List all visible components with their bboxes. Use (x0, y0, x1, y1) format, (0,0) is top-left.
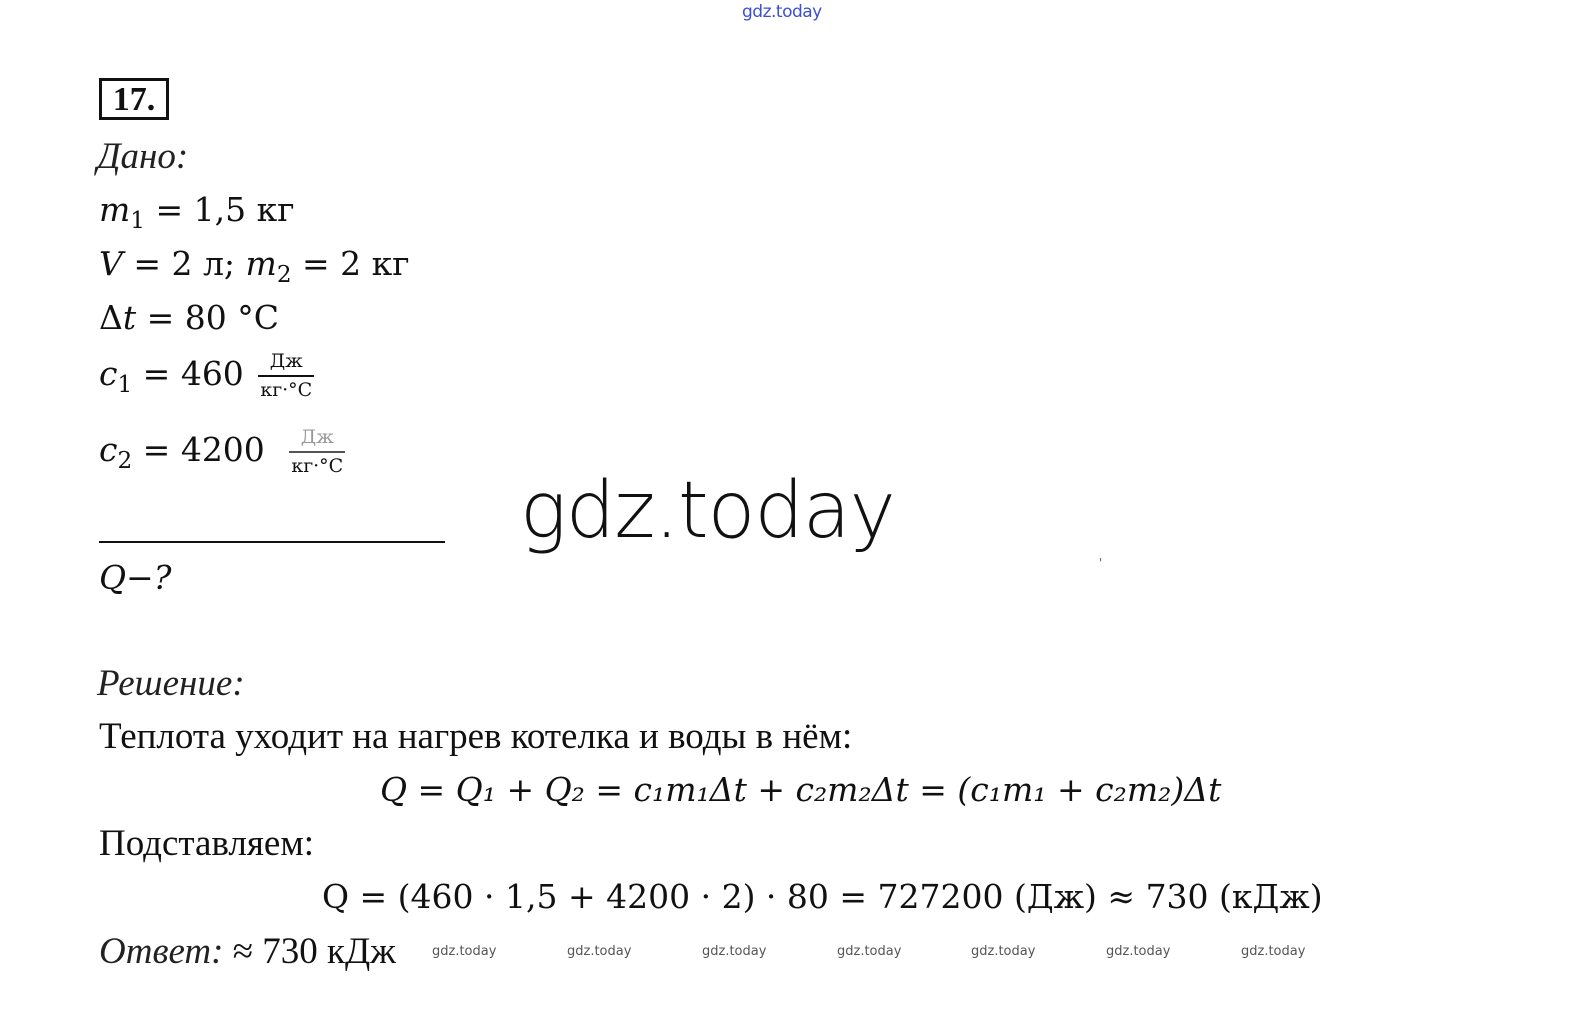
find-quantity: Q−? (99, 558, 172, 597)
given-c1: $c_1 = 460$ $\frac{Дж}{кг\cdot^\circ C}$ (99, 350, 313, 401)
given-volume-m2: V = 2 л; $m_2 = 2$ кг (99, 244, 410, 288)
solution-heading: Решение: (97, 663, 245, 704)
solution-text-2: Подставляем: (99, 823, 315, 864)
answer-line (99, 930, 396, 973)
watermark-small: gdz.today (1106, 944, 1171, 959)
given-delta-t: Δt = 80 °C (99, 298, 279, 337)
formula-main: Q = Q₁ + Q₂ = c₁m₁Δt + c₂m₂Δt = (c₁m₁ + c₂m₂)Δt (380, 770, 1222, 809)
watermark-small: gdz.today (432, 944, 497, 959)
watermark-small: gdz.today (567, 944, 632, 959)
watermark-small: gdz.today (837, 944, 902, 959)
formula-calc: Q = (460 · 1,5 + 4200 · 2) · 80 = 727200 (Дж) ≈ 730 (кДж) (322, 877, 1323, 916)
given-m1: $m_1 = 1,5$ кг (99, 190, 295, 234)
watermark-top: gdz.today (742, 2, 822, 22)
given-c2: $c_2 = 4200$ $\frac{Дж}{кг\cdot^\circ C}$ (99, 426, 344, 477)
task-number: 17. (99, 78, 169, 120)
watermark-center: gdz.today (520, 466, 895, 556)
watermark-small: gdz.today (1241, 944, 1306, 959)
given-heading: Дано: (97, 136, 189, 177)
stray-mark: ' (1099, 556, 1103, 570)
answer-label: Ответ: (99, 931, 224, 972)
c2-unit-fraction: $\frac{Дж}{кг\cdot^\circ C}$ (291, 426, 344, 477)
watermark-small: gdz.today (971, 944, 1036, 959)
given-divider (99, 541, 445, 543)
watermark-small: gdz.today (702, 944, 767, 959)
solution-text-1: Теплота уходит на нагрев котелка и воды в нём: (99, 716, 853, 757)
answer-value: ≈ 730 кДж (223, 931, 396, 972)
c1-unit-fraction: $\frac{Дж}{кг\cdot^\circ C}$ (260, 350, 313, 401)
